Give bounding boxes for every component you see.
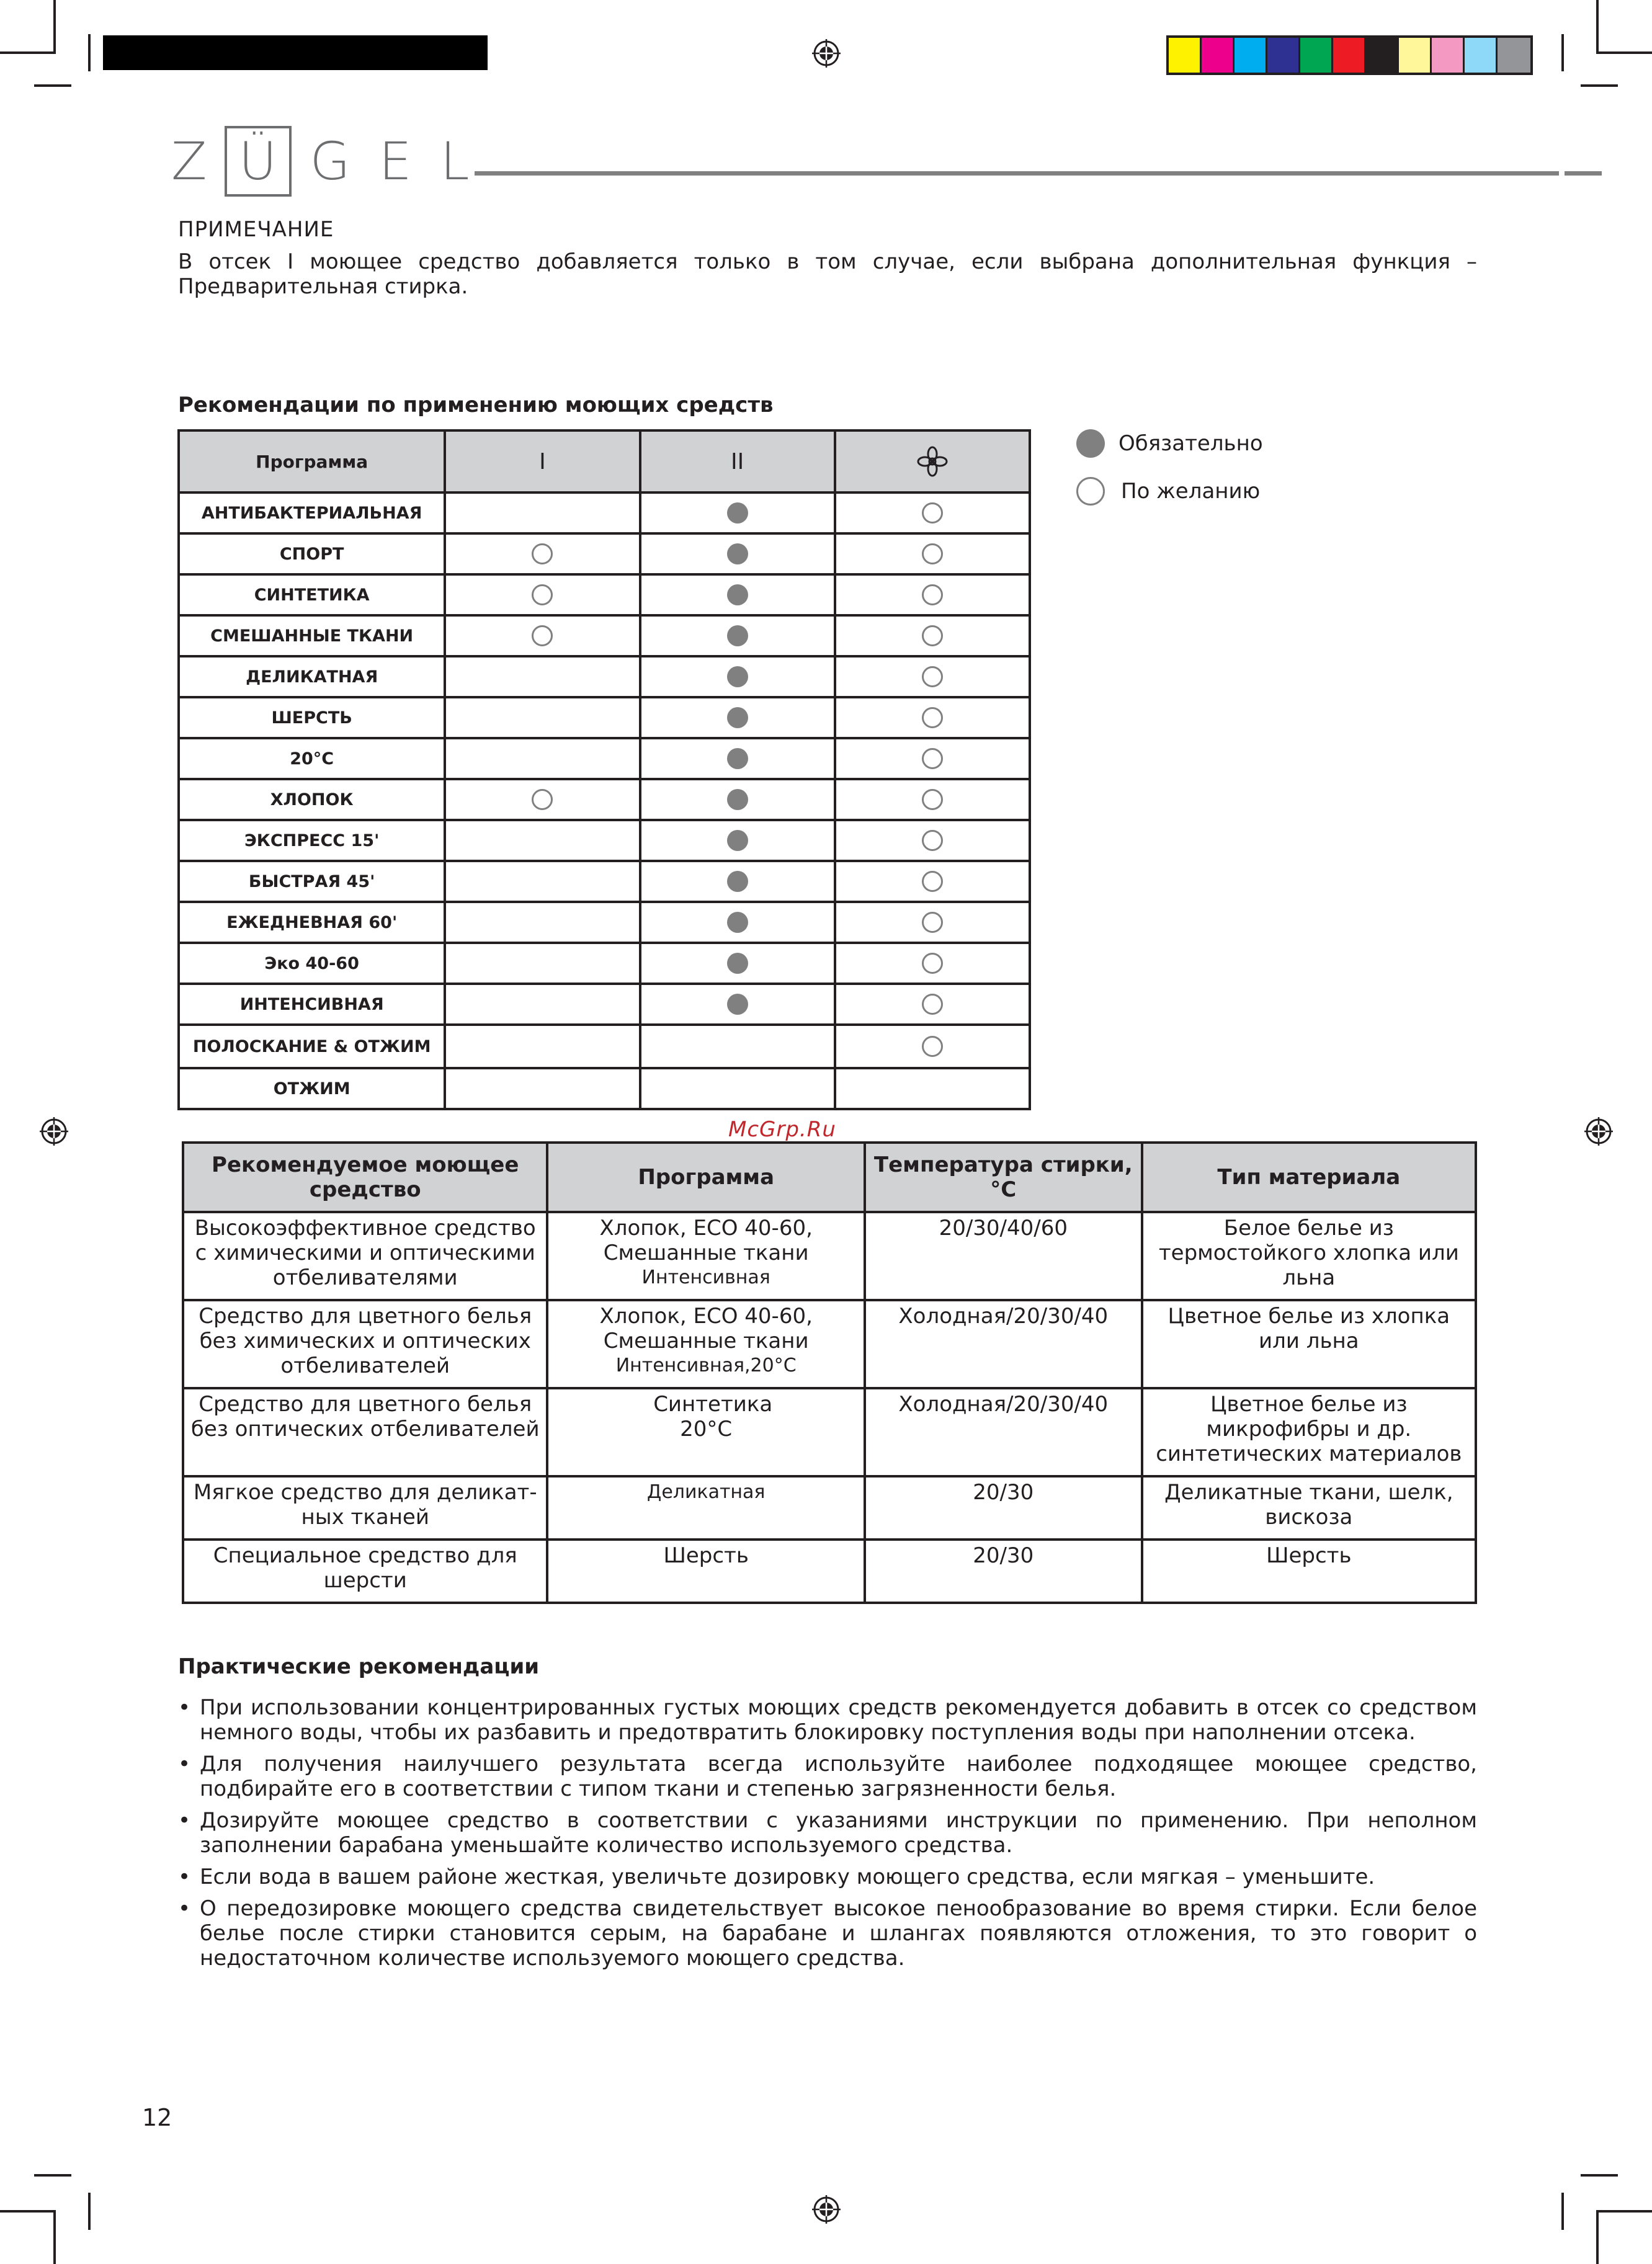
color-swatch: [1498, 38, 1530, 73]
compartment-cell: [835, 615, 1030, 656]
density-bar: [103, 35, 488, 70]
compartment-cell: [835, 943, 1030, 984]
compartment-cell: [640, 820, 835, 861]
registration-mark-icon: [1584, 1117, 1613, 1146]
compartment-cell: [835, 902, 1030, 943]
table-row: [179, 574, 1030, 615]
header-rule: [475, 171, 1559, 176]
compartment-cell: [835, 1068, 1030, 1109]
empty-circle-icon: [532, 543, 553, 564]
detergent-cell: Специальное средство для шерсти: [183, 1540, 547, 1603]
empty-circle-icon: [922, 584, 943, 605]
color-swatch: [1432, 38, 1465, 73]
logo-letter: L: [440, 131, 470, 192]
compartment-cell: [640, 533, 835, 574]
compartment-cell: [640, 861, 835, 902]
table-row: [179, 656, 1030, 697]
legend-required: [1076, 429, 1263, 458]
filled-circle-icon: [727, 871, 748, 892]
compartment-cell: [640, 615, 835, 656]
compartment-cell: [445, 779, 640, 820]
crop-mark: [1596, 2210, 1652, 2213]
crop-mark: [88, 2193, 91, 2230]
table-row: [183, 1540, 1476, 1603]
empty-circle-icon: [922, 830, 943, 851]
flower-icon: [916, 445, 949, 478]
program-text: Хлопок, ECO 40-60, Смешанные ткани: [599, 1216, 813, 1265]
filled-circle-icon: [727, 789, 748, 810]
page-number: 12: [142, 2104, 172, 2131]
table-row: [179, 1025, 1030, 1068]
header-rule-end: [1565, 171, 1602, 176]
list-item: • Дозируйте моющее средство в соответствии с указаниями инструкции по применению. При неполном заполнении барабана уменьшайте количество используемого средства.: [178, 1808, 1477, 1858]
material-cell: Белое белье из термостойкого хлопка или льна: [1142, 1212, 1476, 1300]
header-detergent: Рекомендуемое моющее средство: [183, 1143, 547, 1212]
list-item: • О передозировке моющего средства свидетельствует высокое пенообразование во время стирки. Если белое белье после стирки становится серым, на барабане и шлангах появляются отложения, то это говорит о недостаточном количестве используемого моющего средства.: [178, 1896, 1477, 1971]
compartment-cell: [835, 820, 1030, 861]
compartment-cell: [445, 697, 640, 738]
program-cell: [547, 1476, 864, 1540]
table-row: [179, 1068, 1030, 1109]
program-cell: СИНТЕТИКА: [179, 574, 445, 615]
recommendations-title: Рекомендации по применению моющих средств: [178, 393, 774, 417]
crop-mark: [1596, 51, 1652, 54]
program-cell: СМЕШАННЫЕ ТКАНИ: [179, 615, 445, 656]
material-cell: Шерсть: [1142, 1540, 1476, 1603]
program-cell: [547, 1540, 864, 1603]
compartment-cell: [445, 656, 640, 697]
crop-mark: [1561, 34, 1564, 71]
empty-circle-icon: [922, 912, 943, 933]
empty-circle-icon: [922, 502, 943, 524]
program-cell: АНТИБАКТЕРИАЛЬНАЯ: [179, 492, 445, 533]
recommendations-table: [177, 429, 1031, 1110]
compartment-cell: [640, 779, 835, 820]
compartment-cell: [445, 615, 640, 656]
program-cell: ПОЛОСКАНИЕ & ОТЖИМ: [179, 1025, 445, 1068]
practical-title: Практические рекомендации: [178, 1654, 540, 1679]
watermark: McGrp.Ru: [728, 1117, 836, 1142]
material-cell: Деликатные ткани, шелк, вискоза: [1142, 1476, 1476, 1540]
header-compartment-2: [640, 430, 835, 492]
material-cell: Цветное белье из микрофибры и др. синтетических материалов: [1142, 1388, 1476, 1476]
compartment-cell: [640, 984, 835, 1025]
header-material: Тип материала: [1142, 1143, 1476, 1212]
program-cell: ЕЖЕДНЕВНАЯ 60': [179, 902, 445, 943]
compartment-cell: [835, 861, 1030, 902]
empty-circle-icon: [922, 789, 943, 810]
temperature-cell: 20/30/40/60: [865, 1212, 1142, 1300]
color-swatch: [1333, 38, 1366, 73]
filled-circle-icon: [727, 953, 748, 974]
program-cell: 20°C: [179, 738, 445, 779]
registration-mark-icon: [40, 1117, 68, 1146]
program-cell: ОТЖИМ: [179, 1068, 445, 1109]
registration-mark-icon: [812, 39, 841, 68]
empty-circle-icon: [922, 994, 943, 1015]
program-extra: Интенсивная,20°C: [615, 1355, 797, 1376]
filled-circle-icon: [727, 625, 748, 646]
color-swatch: [1300, 38, 1333, 73]
color-swatch: [1202, 38, 1235, 73]
note-text: В отсек I моющее средство добавляется только в том случае, если выбрана дополнительная функция – Предварительная стирка.: [178, 249, 1477, 299]
empty-circle-icon: [922, 871, 943, 892]
program-cell: [547, 1212, 864, 1300]
compartment-cell: [835, 697, 1030, 738]
table-row: [179, 902, 1030, 943]
table-row: [179, 738, 1030, 779]
compartment-cell: [445, 984, 640, 1025]
header-program: Программа: [179, 430, 445, 492]
legend-required-label: Обязательно: [1118, 431, 1263, 456]
crop-mark: [1561, 2193, 1564, 2230]
temperature-cell: Холодная/20/30/40: [865, 1388, 1142, 1476]
compartment-cell: [835, 779, 1030, 820]
filled-circle-icon: [727, 748, 748, 769]
compartment-cell: [445, 492, 640, 533]
compartment-cell: [640, 943, 835, 984]
program-cell: [547, 1300, 864, 1388]
color-swatch: [1169, 38, 1202, 73]
compartment-cell: [445, 902, 640, 943]
program-text: Шерсть: [663, 1543, 749, 1568]
program-cell: Эко 40-60: [179, 943, 445, 984]
temperature-cell: 20/30: [865, 1540, 1142, 1603]
compartment-cell: [640, 492, 835, 533]
crop-mark: [34, 84, 71, 87]
compartment-cell: [835, 984, 1030, 1025]
compartment-cell: [835, 1025, 1030, 1068]
table-row: [179, 697, 1030, 738]
color-swatch: [1267, 38, 1300, 73]
empty-circle-icon: [532, 625, 553, 646]
crop-mark: [53, 0, 56, 54]
filled-circle-icon: [727, 994, 748, 1015]
list-item: • При использовании концентрированных густых моющих средств рекомендуется добавить в отсек со средством немного воды, чтобы их разбавить и предотвратить блокировку поступления воды при наполнении отсека.: [178, 1695, 1477, 1745]
program-text: Деликатная: [646, 1481, 766, 1503]
filled-circle-icon: [727, 830, 748, 851]
legend-optional: [1076, 477, 1260, 506]
table-row: [179, 861, 1030, 902]
compartment-cell: [445, 943, 640, 984]
compartment-cell: [445, 533, 640, 574]
compartment-cell: [640, 656, 835, 697]
color-swatch: [1399, 38, 1432, 73]
logo-letter: Z: [171, 131, 207, 192]
compartment-cell: [445, 1025, 640, 1068]
program-cell: [547, 1388, 864, 1476]
empty-circle-icon: [922, 707, 943, 728]
program-text: Хлопок, ECO 40-60, Смешанные ткани: [599, 1304, 813, 1353]
material-cell: Цветное белье из хлопка или льна: [1142, 1300, 1476, 1388]
table-row: [179, 615, 1030, 656]
crop-mark: [1596, 2210, 1599, 2264]
header-softener: [835, 430, 1030, 492]
note-title: ПРИМЕЧАНИЕ: [178, 217, 334, 242]
program-cell: БЫСТРАЯ 45': [179, 861, 445, 902]
table-row: [179, 533, 1030, 574]
empty-circle-icon: [922, 953, 943, 974]
program-cell: ШЕРСТЬ: [179, 697, 445, 738]
compartment-cell: [445, 1068, 640, 1109]
header-compartment-1: [445, 430, 640, 492]
crop-mark: [0, 2210, 56, 2213]
color-calibration-bar: [1166, 35, 1533, 75]
detergent-cell: Средство для цветного белья без оптических отбеливателей: [183, 1388, 547, 1476]
compartment-cell: [445, 861, 640, 902]
compartment-cell: [835, 574, 1030, 615]
table-row: [179, 779, 1030, 820]
filled-circle-icon: [727, 543, 748, 564]
filled-circle-icon: [1076, 429, 1105, 458]
temperature-cell: 20/30: [865, 1476, 1142, 1540]
empty-circle-icon: [532, 789, 553, 810]
crop-mark: [88, 34, 91, 71]
empty-circle-icon: [922, 543, 943, 564]
logo-letter: G: [310, 131, 350, 192]
filled-circle-icon: [727, 707, 748, 728]
header-program: Программа: [547, 1143, 864, 1212]
detergent-cell: Средство для цветного белья без химических и оптических отбеливателей: [183, 1300, 547, 1388]
empty-circle-icon: [922, 625, 943, 646]
program-cell: ИНТЕНСИВНАЯ: [179, 984, 445, 1025]
compartment-cell: [640, 697, 835, 738]
compartment-1-label: I: [539, 448, 546, 475]
table-row: [179, 492, 1030, 533]
table-row: [179, 984, 1030, 1025]
program-cell: ДЕЛИКАТНАЯ: [179, 656, 445, 697]
empty-circle-icon: [532, 584, 553, 605]
table-row: [179, 820, 1030, 861]
detergent-cell: Мягкое средство для деликат-ных тканей: [183, 1476, 547, 1540]
practical-list: [178, 1695, 1477, 1977]
detergents-table: [182, 1141, 1477, 1604]
compartment-cell: [445, 574, 640, 615]
logo-letter-boxed: Ü: [225, 126, 292, 197]
program-extra: Интенсивная: [641, 1267, 770, 1288]
empty-circle-icon: [1076, 477, 1105, 506]
compartment-cell: [640, 1025, 835, 1068]
table-row: [183, 1300, 1476, 1388]
compartment-cell: [640, 738, 835, 779]
registration-mark-icon: [812, 2195, 841, 2224]
empty-circle-icon: [922, 748, 943, 769]
legend-optional-label: По желанию: [1121, 479, 1261, 504]
program-cell: ЭКСПРЕСС 15': [179, 820, 445, 861]
program-cell: ХЛОПОК: [179, 779, 445, 820]
filled-circle-icon: [727, 666, 748, 687]
logo-letter: E: [378, 131, 412, 192]
empty-circle-icon: [922, 666, 943, 687]
program-cell: СПОРТ: [179, 533, 445, 574]
program-text: Синтетика 20°C: [653, 1392, 773, 1442]
compartment-cell: [835, 656, 1030, 697]
compartment-cell: [640, 1068, 835, 1109]
color-swatch: [1465, 38, 1498, 73]
crop-mark: [53, 2210, 56, 2264]
filled-circle-icon: [727, 502, 748, 524]
detergent-cell: Высокоэффективное средство с химическими и оптическими отбеливателями: [183, 1212, 547, 1300]
compartment-cell: [640, 902, 835, 943]
crop-mark: [34, 2174, 71, 2177]
compartment-2-label: II: [731, 448, 744, 475]
crop-mark: [0, 51, 56, 54]
table-row: [183, 1212, 1476, 1300]
crop-mark: [1596, 0, 1599, 54]
compartment-cell: [835, 738, 1030, 779]
table-row: [183, 1476, 1476, 1540]
crop-mark: [1581, 84, 1618, 87]
list-item: • Для получения наилучшего результата всегда используйте наиболее подходящее моющее средство, подбирайте его в соответствии с типом ткани и степенью загрязненности белья.: [178, 1752, 1477, 1801]
empty-circle-icon: [922, 1036, 943, 1057]
zugel-logo: [171, 127, 470, 195]
compartment-cell: [445, 820, 640, 861]
compartment-cell: [445, 738, 640, 779]
compartment-cell: [835, 492, 1030, 533]
color-swatch: [1366, 38, 1399, 73]
temperature-cell: Холодная/20/30/40: [865, 1300, 1142, 1388]
crop-mark: [1581, 2174, 1618, 2177]
header-temperature: Температура стирки, °С: [865, 1143, 1142, 1212]
table-row: [183, 1388, 1476, 1476]
compartment-cell: [640, 574, 835, 615]
color-swatch: [1235, 38, 1267, 73]
list-item: • Если вода в вашем районе жесткая, увеличьте дозировку моющего средства, если мягкая – уменьшите.: [178, 1865, 1477, 1889]
table-row: [179, 943, 1030, 984]
filled-circle-icon: [727, 912, 748, 933]
filled-circle-icon: [727, 584, 748, 605]
compartment-cell: [835, 533, 1030, 574]
